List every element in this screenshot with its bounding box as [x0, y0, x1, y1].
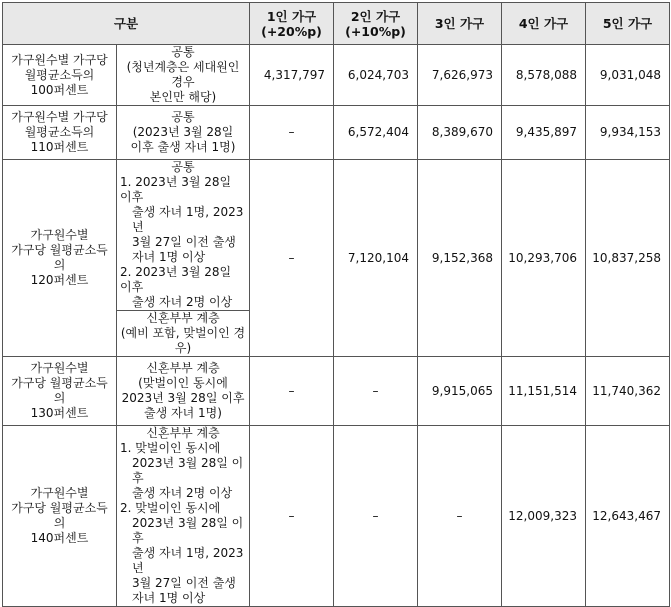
value-3person: 9,915,065 [418, 357, 502, 426]
value-5person: 9,031,048 [586, 45, 670, 106]
income-level-label: 가구원수별 가구당 월평균소득의 110퍼센트 [3, 106, 117, 160]
value-1person: – [250, 426, 334, 607]
value-3person: 7,626,973 [418, 45, 502, 106]
value-2person: 6,024,703 [334, 45, 418, 106]
value-5person: 10,837,258 [586, 160, 670, 357]
header-row [3, 3, 670, 45]
value-2person: – [334, 426, 418, 607]
table-row [3, 160, 670, 311]
value-2person: 7,120,104 [334, 160, 418, 357]
header-3person: 3인 가구 [418, 3, 502, 45]
header-category: 구분 [3, 3, 250, 45]
value-1person: 4,317,797 [250, 45, 334, 106]
value-1person: – [250, 160, 334, 357]
income-table [2, 2, 670, 607]
table-row [3, 45, 670, 106]
condition-cell: 공통 (청년계층은 세대원인 경우 본인만 해당) [117, 45, 250, 106]
table-row [3, 426, 670, 607]
condition-cell: 신혼부부 계층 1. 맞벌이인 동시에 2023년 3월 28일 이후 출생 자녀 2명 이상 2. 맞벌이인 동시에 2023년 3월 28일 이후 출생 자녀 1명, 2023년 3월 27일 이전 출생 자녀 1명 이상 [117, 426, 250, 607]
value-4person: 10,293,706 [502, 160, 586, 357]
value-4person: 12,009,323 [502, 426, 586, 607]
income-level-label: 가구원수별 가구당 월평균소득의 130퍼센트 [3, 357, 117, 426]
table-row [3, 106, 670, 160]
income-level-label: 가구원수별 가구당 월평균소득의 120퍼센트 [3, 160, 117, 357]
condition-cell: 공통 1. 2023년 3월 28일 이후 출생 자녀 1명, 2023년 3월 27일 이전 출생 자녀 1명 이상 2. 2023년 3월 28일 이후 출생 자녀 2명 이상 [117, 160, 250, 311]
value-4person: 9,435,897 [502, 106, 586, 160]
value-4person: 11,151,514 [502, 357, 586, 426]
value-1person: – [250, 106, 334, 160]
income-level-label: 가구원수별 가구당 월평균소득의 140퍼센트 [3, 426, 117, 607]
table-row [3, 357, 670, 426]
value-3person: 8,389,670 [418, 106, 502, 160]
value-1person: – [250, 357, 334, 426]
value-3person: – [418, 426, 502, 607]
header-2person: 2인 가구 (+10%p) [334, 3, 418, 45]
condition-cell: 공통 (2023년 3월 28일 이후 출생 자녀 1명) [117, 106, 250, 160]
value-2person: – [334, 357, 418, 426]
value-5person: 9,934,153 [586, 106, 670, 160]
value-3person: 9,152,368 [418, 160, 502, 357]
condition-cell: 신혼부부 계층 (맞벌이인 동시에 2023년 3월 28일 이후 출생 자녀 1명) [117, 357, 250, 426]
value-2person: 6,572,404 [334, 106, 418, 160]
value-4person: 8,578,088 [502, 45, 586, 106]
value-5person: 11,740,362 [586, 357, 670, 426]
header-1person: 1인 가구 (+20%p) [250, 3, 334, 45]
value-5person: 12,643,467 [586, 426, 670, 607]
header-5person: 5인 가구 [586, 3, 670, 45]
header-4person: 4인 가구 [502, 3, 586, 45]
income-level-label: 가구원수별 가구당 월평균소득의 100퍼센트 [3, 45, 117, 106]
condition-cell: 신혼부부 계층 (예비 포함, 맞벌이인 경우) [117, 311, 250, 357]
